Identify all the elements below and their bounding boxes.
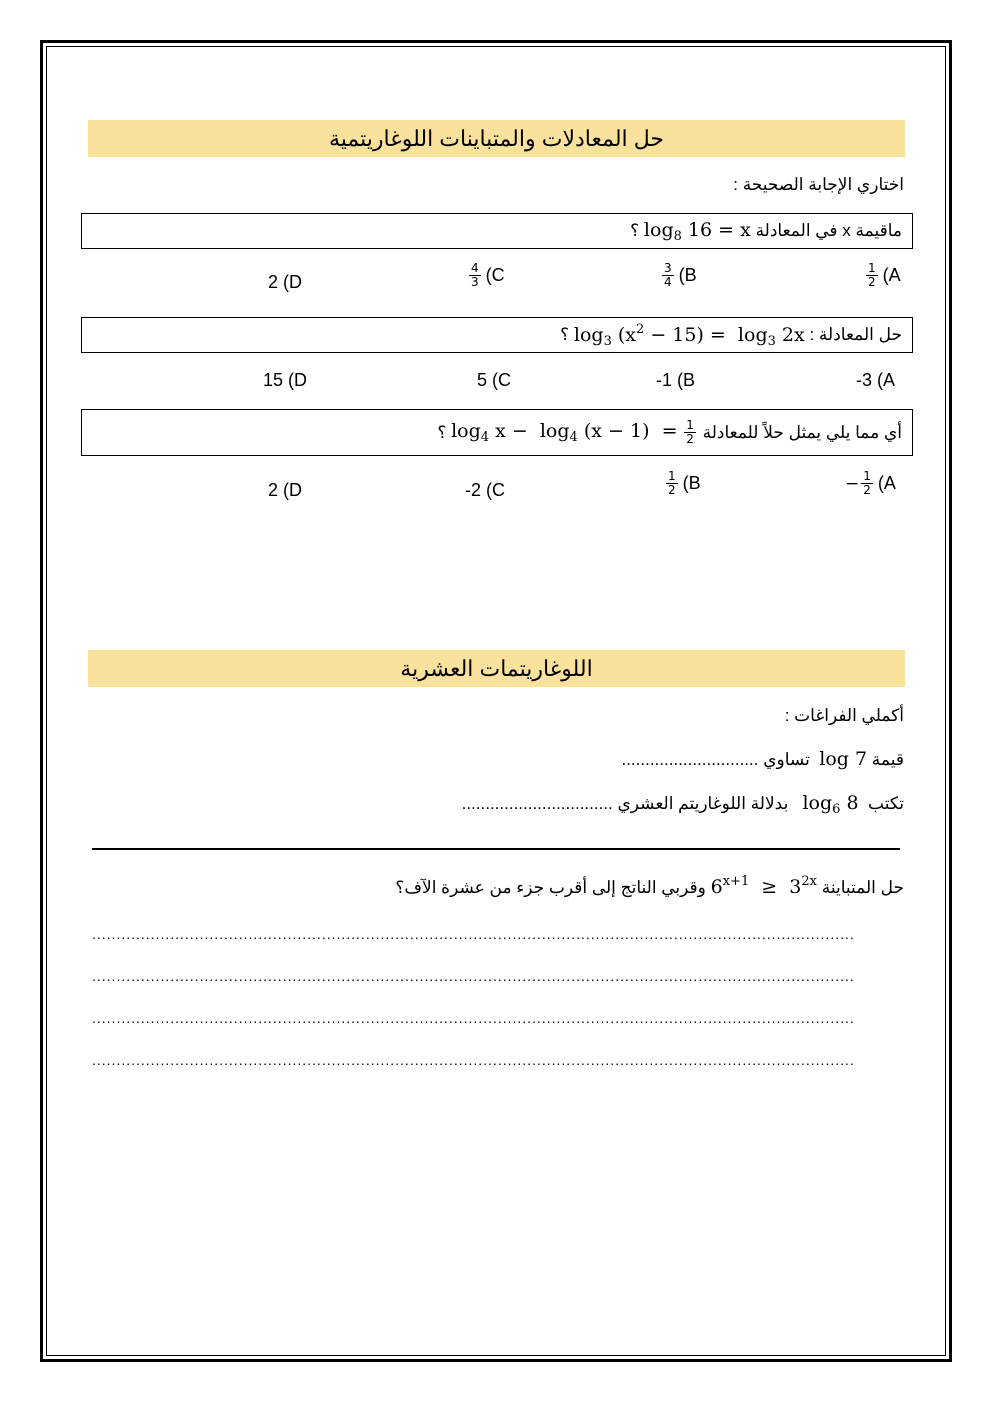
q1-option-a[interactable]: $\frac{1}{2}$ (A xyxy=(868,261,901,289)
q1-option-a-fraction: $\frac{1}{2}$ xyxy=(868,261,876,289)
section2-instruction: أكملي الفراغات : xyxy=(784,706,904,725)
fill-in-1: قيمة log 7 تساوي ............................. xyxy=(621,748,904,770)
q1-option-b[interactable]: $\frac{3}{4}$ (B xyxy=(664,261,697,289)
question-1-math: $\log_8 16 = x$ xyxy=(643,218,751,244)
question-3-box xyxy=(81,409,913,456)
question-3-fraction: $\frac{1}{2}$ xyxy=(686,418,694,446)
question-2-box xyxy=(81,317,913,353)
q3-option-d[interactable]: 2 (D xyxy=(268,480,303,500)
q2-option-b[interactable]: -1 (B xyxy=(656,370,696,390)
section1-title: حل المعادلات والمتباينات اللوغاريتمية xyxy=(88,120,905,157)
q3-option-b-fraction: $\frac{1}{2}$ xyxy=(668,469,676,497)
question-2-text: حل المعادلة : xyxy=(809,325,902,344)
fill-in-1-blank[interactable]: ............................. xyxy=(621,750,759,769)
section2-title: اللوغاريتمات العشرية xyxy=(88,650,905,687)
question-3-text: أي مما يلي يمثل حلاً للمعادلة xyxy=(702,422,902,442)
question-1-text: ماقيمة x في المعادلة xyxy=(755,221,902,240)
q3-option-c[interactable]: -2 (C xyxy=(465,480,505,500)
divider-line xyxy=(92,848,900,850)
q3-option-b[interactable]: $\frac{1}{2}$ (B xyxy=(668,469,701,497)
question-3-math: $\log_4 x - \log_4 (x - 1)$ = xyxy=(451,420,678,445)
question-4: حل المتباينة $6^{x+1} \ge 3^{2x}$ وقربي الناتج إلى أقرب جزء من عشرة الآف؟ xyxy=(395,874,904,898)
q1-option-c-fraction: $\frac{4}{3}$ xyxy=(471,261,479,289)
question-1-qmark: ؟ xyxy=(630,221,640,240)
fill-in-1-math: log 7 xyxy=(819,748,868,770)
fill-in-2-blank[interactable]: ................................ xyxy=(461,794,613,813)
q2-option-d[interactable]: 15 (D xyxy=(263,370,308,390)
question-2-math: $\log_3 (x^2 - 15) = \log_3 2x$ xyxy=(573,321,805,349)
answer-line-4[interactable]: ............................................................................................................................................................ xyxy=(92,1052,855,1068)
q1-option-d[interactable]: 2 (D xyxy=(268,272,303,292)
q3-option-a-fraction: $\frac{1}{2}$ xyxy=(863,469,871,497)
q1-option-b-fraction: $\frac{3}{4}$ xyxy=(664,261,672,289)
question-2-qmark: ؟ xyxy=(560,325,570,344)
q1-option-c[interactable]: $\frac{4}{3}$ (C xyxy=(471,261,505,289)
section1-instruction: اختاري الإجابة الصحيحة : xyxy=(733,175,904,194)
question-1-box xyxy=(81,213,913,249)
fill-in-2-math: $\log_6 8$ xyxy=(802,792,859,817)
fill-in-2: تكتب $\log_6 8$ بدلالة اللوغاريتم العشري ................................ xyxy=(461,792,904,817)
q2-option-c[interactable]: 5 (C xyxy=(477,370,512,390)
question-3-qmark: ؟ xyxy=(437,422,447,442)
answer-line-1[interactable]: ............................................................................................................................................................ xyxy=(92,926,855,942)
q3-option-a[interactable]: − $\frac{1}{2}$ (A xyxy=(845,469,896,497)
answer-line-3[interactable]: ............................................................................................................................................................ xyxy=(92,1010,855,1026)
answer-line-2[interactable]: ............................................................................................................................................................ xyxy=(92,968,855,984)
q2-option-a[interactable]: -3 (A xyxy=(856,370,896,390)
question-4-math: $6^{x+1} \ge 3^{2x}$ xyxy=(710,874,817,898)
